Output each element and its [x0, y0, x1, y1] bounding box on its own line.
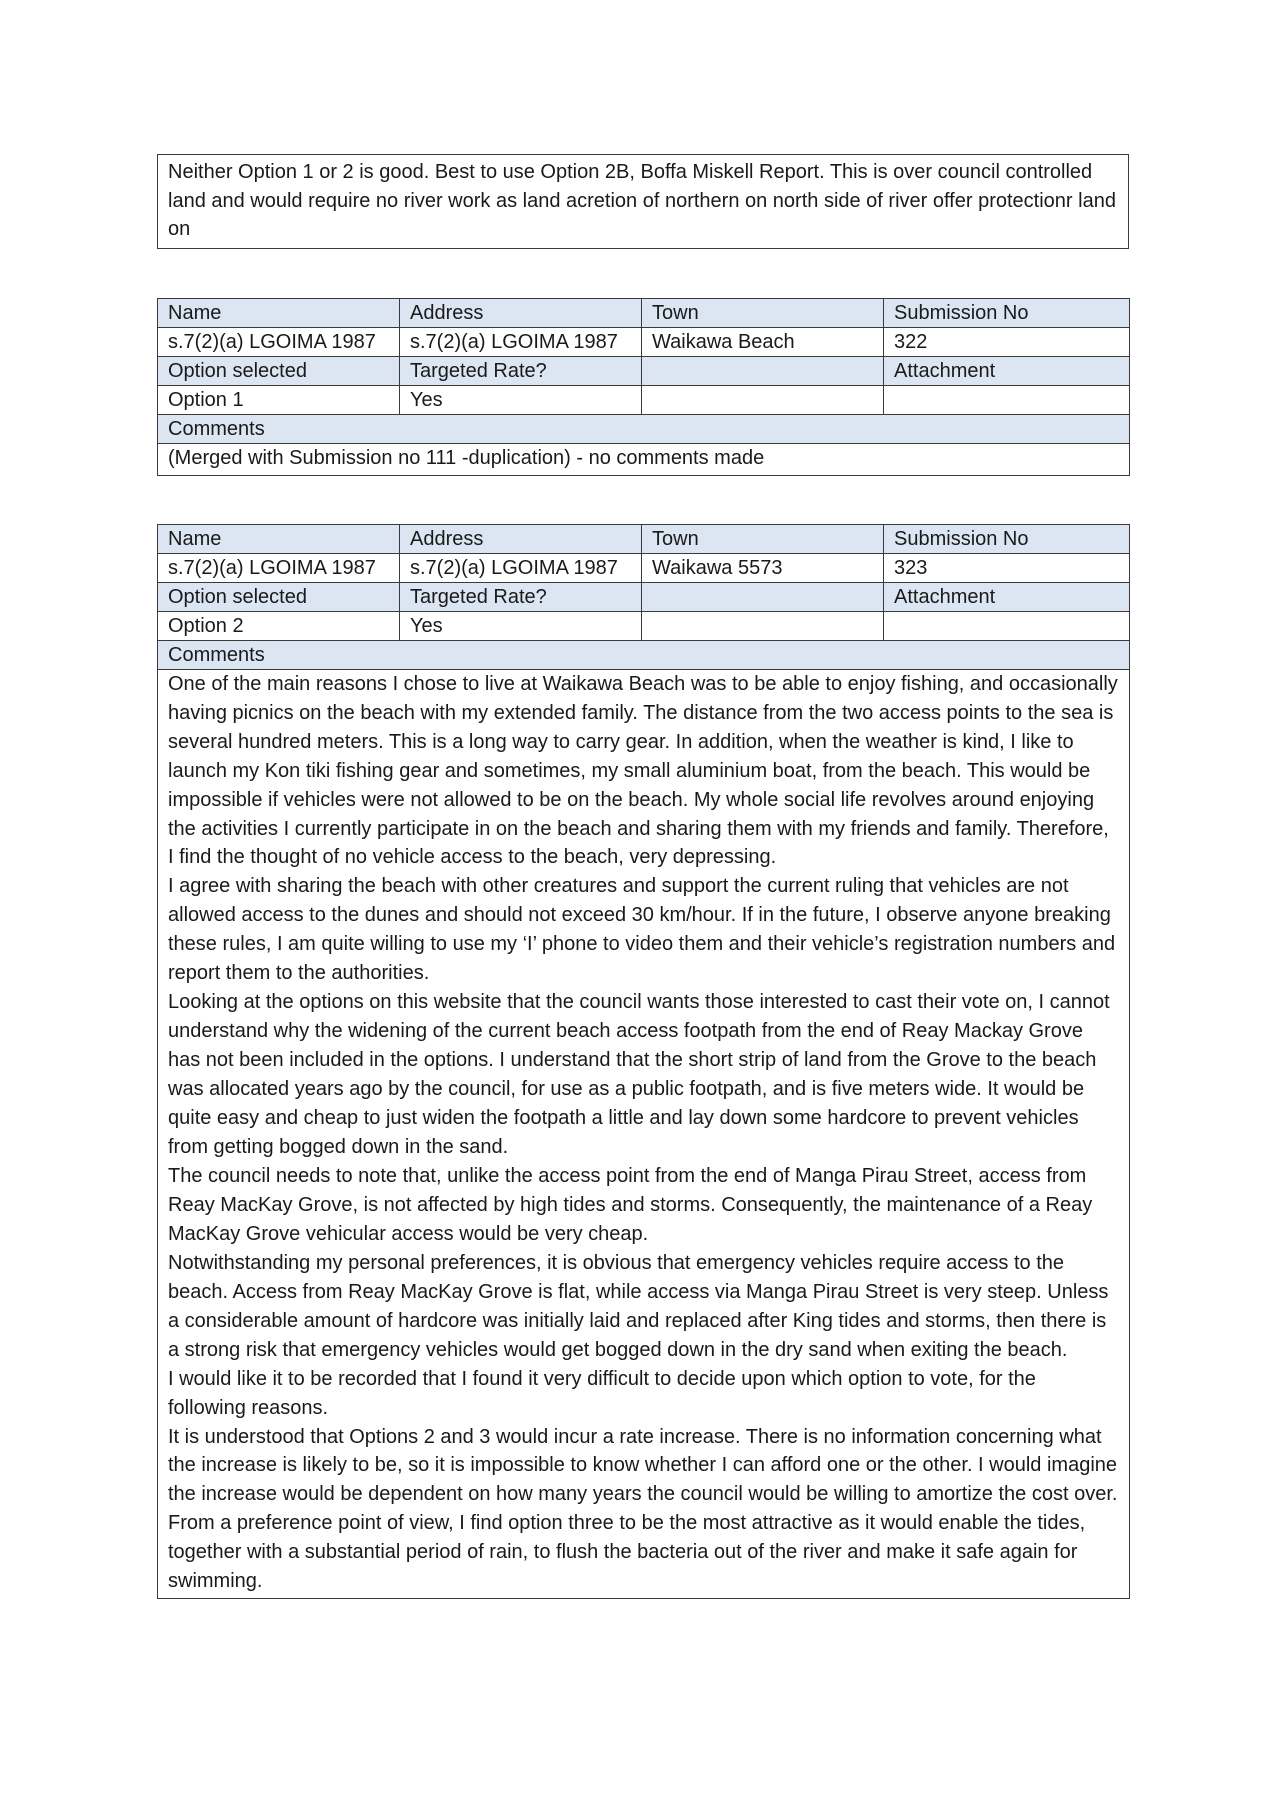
address-value: s.7(2)(a) LGOIMA 1987 — [400, 327, 642, 356]
comment-paragraph: I would like it to be recorded that I found it very difficult to decide upon which option to vote, for the following reasons. — [168, 1367, 1036, 1419]
option-selected-label: Option selected — [158, 582, 400, 611]
empty-cell — [642, 582, 884, 611]
comment-paragraph: Looking at the options on this website that the council wants those interested to cast their vote on, I cannot understand why the widening of the current beach access footpath from the end of Reay Mackay Grove has not been included in the options. I understand that the short strip of land from the Grove to the beach was allocated years ago by the council, for use as a public footpath, and is five meters wide. It would be quite easy and cheap to just widen the footpath a little and lay down some hardcore to prevent vehicles from getting bogged down in the sand. — [168, 991, 1110, 1158]
name-value: s.7(2)(a) LGOIMA 1987 — [158, 327, 400, 356]
table-row — [158, 327, 1130, 356]
address-value: s.7(2)(a) LGOIMA 1987 — [400, 553, 642, 582]
town-label: Town — [642, 298, 884, 327]
submission-no-value: 323 — [884, 553, 1130, 582]
comments-label: Comments — [158, 640, 1130, 669]
town-label: Town — [642, 524, 884, 553]
table-row — [158, 553, 1130, 582]
table-row — [158, 669, 1130, 1599]
comment-paragraph: I agree with sharing the beach with other creatures and support the current ruling that vehicles are not allowed access to the dunes and should not exceed 30 km/hour. If in the future, I observe anyone breaking these rules, I am quite willing to use my ‘I’ phone to video them and their vehicle’s registration numbers and report them to the authorities. — [168, 875, 1116, 985]
empty-cell — [642, 385, 884, 414]
table-row — [158, 443, 1130, 475]
attachment-value — [884, 385, 1130, 414]
comment-paragraph: The council needs to note that, unlike the access point from the end of Manga Pirau Street, access from Reay MacKay Grove, is not affected by high tides and storms. Consequently, the maintenance of a Reay MacKay Grove vehicular access would be very cheap. — [168, 1164, 1093, 1245]
submission-table-323 — [157, 524, 1130, 1600]
document-page — [157, 154, 1129, 1599]
comments-label: Comments — [158, 414, 1130, 443]
table-row — [158, 356, 1130, 385]
targeted-rate-label: Targeted Rate? — [400, 356, 642, 385]
address-label: Address — [400, 524, 642, 553]
attachment-label: Attachment — [884, 582, 1130, 611]
comments-value — [158, 443, 1130, 475]
table-row — [158, 582, 1130, 611]
attachment-label: Attachment — [884, 356, 1130, 385]
comments-value — [158, 669, 1130, 1599]
table-row — [158, 640, 1130, 669]
table-row — [158, 385, 1130, 414]
submission-no-label: Submission No — [884, 298, 1130, 327]
empty-cell — [642, 611, 884, 640]
empty-cell — [642, 356, 884, 385]
intro-comment-box — [157, 154, 1129, 249]
option-value: Option 1 — [158, 385, 400, 414]
comment-paragraph: One of the main reasons I chose to live at Waikawa Beach was to be able to enjoy fishing, and occasionally having picnics on the beach with my extended family. The distance from the two access points to the sea is several hundred meters. This is a long way to carry gear. In addition, when the weather is kind, I like to launch my Kon tiki fishing gear and sometimes, my small aluminium boat, from the beach. This would be impossible if vehicles were not allowed to be on the beach. My whole social life revolves around enjoying the activities I currently participate in on the beach and sharing them with my friends and family. Therefore, I find the thought of no vehicle access to the beach, very depressing. — [168, 672, 1118, 869]
submission-no-value: 322 — [884, 327, 1130, 356]
name-label: Name — [158, 298, 400, 327]
table-row — [158, 298, 1130, 327]
table-row — [158, 524, 1130, 553]
submission-table-322 — [157, 298, 1130, 476]
town-value: Waikawa 5573 — [642, 553, 884, 582]
submission-no-label: Submission No — [884, 524, 1130, 553]
targeted-rate-value: Yes — [400, 385, 642, 414]
name-label: Name — [158, 524, 400, 553]
option-selected-label: Option selected — [158, 356, 400, 385]
comment-paragraph: Notwithstanding my personal preferences, it is obvious that emergency vehicles require access to the beach. Access from Reay MacKay Grove is flat, while access via Manga Pirau Street is very steep. Unless a considerable amount of hardcore was initially laid and replaced after King tides and storms, then there is a strong risk that emergency vehicles would get bogged down in the dry sand when exiting the beach. — [168, 1251, 1109, 1361]
intro-comment-text: Neither Option 1 or 2 is good. Best to use Option 2B, Boffa Miskell Report. This is over council controlled land and would require no river work as land acretion of northern on north side of river offer protectionr land on — [168, 161, 1116, 241]
targeted-rate-value: Yes — [400, 611, 642, 640]
comment-paragraph: (Merged with Submission no 111 -duplication) - no comments made — [168, 446, 765, 469]
attachment-value — [884, 611, 1130, 640]
option-value: Option 2 — [158, 611, 400, 640]
table-row — [158, 611, 1130, 640]
targeted-rate-label: Targeted Rate? — [400, 582, 642, 611]
table-row — [158, 414, 1130, 443]
name-value: s.7(2)(a) LGOIMA 1987 — [158, 553, 400, 582]
town-value: Waikawa Beach — [642, 327, 884, 356]
address-label: Address — [400, 298, 642, 327]
comment-paragraph: It is understood that Options 2 and 3 would incur a rate increase. There is no information concerning what the increase is likely to be, so it is impossible to know whether I can afford one or the other. I would imagine the increase would be dependent on how many years the council would be willing to amortize the cost over. From a preference point of view, I find option three to be the most attractive as it would enable the tides, together with a substantial period of rain, to flush the bacteria out of the river and make it safe again for swimming. — [168, 1425, 1118, 1593]
